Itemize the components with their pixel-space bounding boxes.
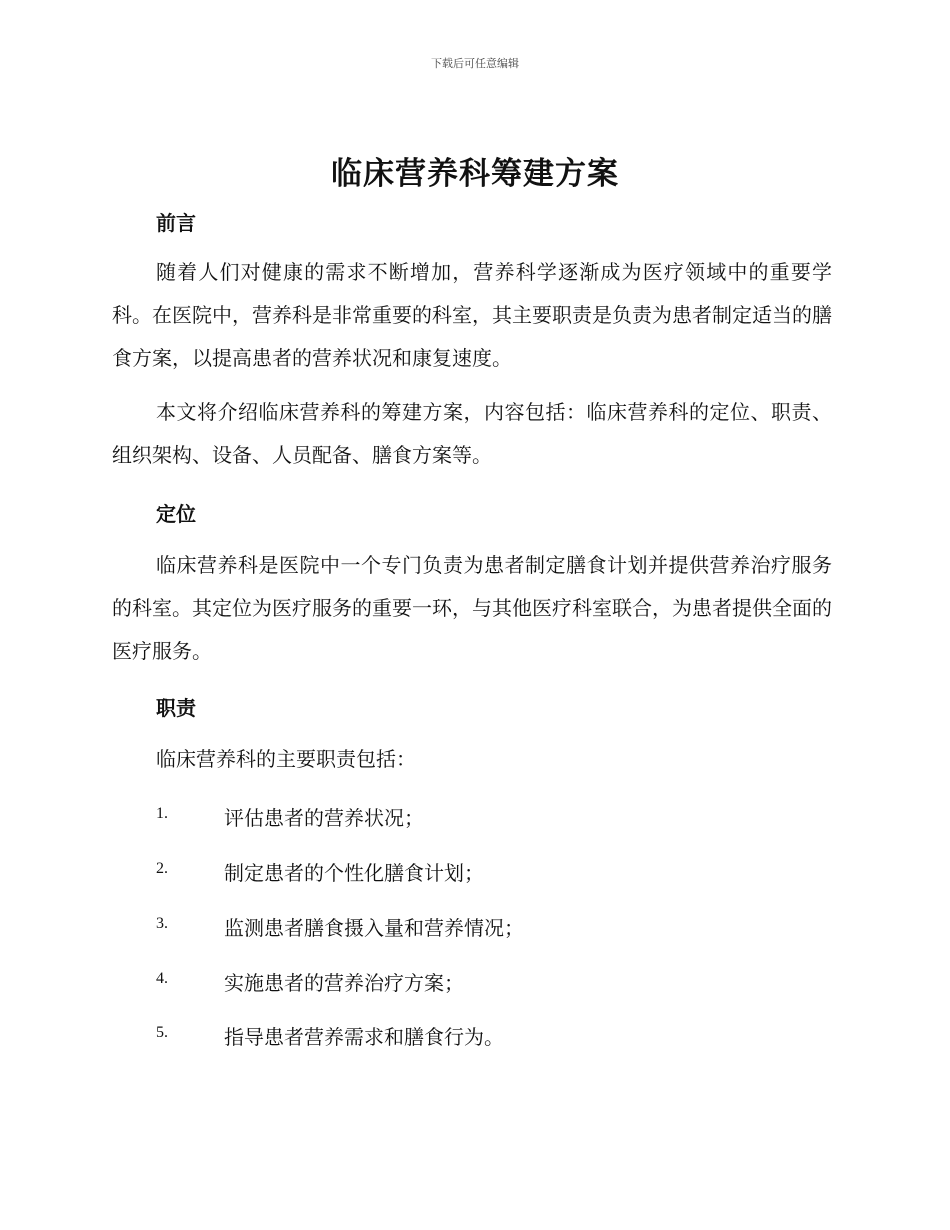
list-item-text: 实施患者的营养治疗方案； <box>224 971 464 995</box>
section-heading-duties: 职责 <box>156 696 196 720</box>
list-item-text: 指导患者营养需求和膳食行为。 <box>224 1025 504 1049</box>
paragraph-preface-2: 本文将介绍临床营养科的筹建方案，内容包括：临床营养科的定位、职责、组织架构、设备、人员配备、膳食方案等。 <box>112 400 832 467</box>
list-item-text: 评估患者的营养状况； <box>224 806 424 830</box>
list-item-number: 1. <box>156 805 168 822</box>
list-item-text: 制定患者的个性化膳食计划； <box>224 861 484 885</box>
header-note: 下载后可任意编辑 <box>431 57 519 70</box>
paragraph-duties-intro: 临床营养科的主要职责包括： <box>156 747 416 771</box>
paragraph-preface-1: 随着人们对健康的需求不断增加，营养科学逐渐成为医疗领域中的重要学科。在医院中，营养科是非常重要的科室，其主要职责是负责为患者制定适当的膳食方案，以提高患者的营养状况和康复速度。 <box>112 260 832 370</box>
list-item-text: 监测患者膳食摄入量和营养情况； <box>224 916 524 940</box>
list-item-number: 2. <box>156 860 168 877</box>
section-heading-preface: 前言 <box>156 211 196 235</box>
list-item-number: 3. <box>156 915 168 932</box>
list-item-number: 4. <box>156 970 168 987</box>
document-title: 临床营养科筹建方案 <box>331 156 619 192</box>
paragraph-positioning-1: 临床营养科是医院中一个专门负责为患者制定膳食计划并提供营养治疗服务的科室。其定位为医疗服务的重要一环，与其他医疗科室联合，为患者提供全面的医疗服务。 <box>112 553 832 663</box>
list-item-number: 5. <box>156 1024 168 1041</box>
section-heading-positioning: 定位 <box>156 502 196 526</box>
